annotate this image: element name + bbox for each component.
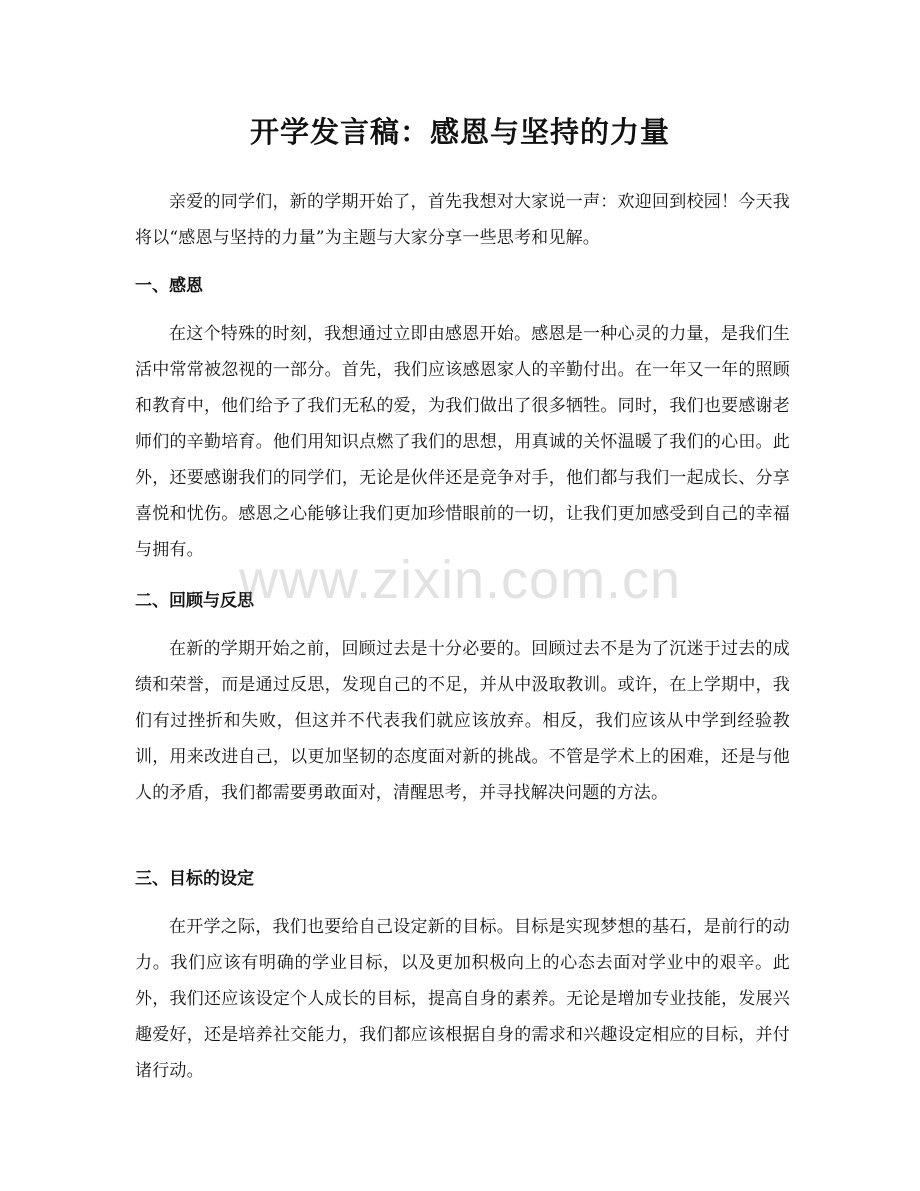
section-heading-gratitude: 一、感恩 bbox=[135, 276, 203, 296]
section-body-goals: 在开学之际，我们也要给自己设定新的目标。目标是实现梦想的基石，是前行的动力。我们应该有明确的学业目标，以及更加积极向上的心态去面对学业中的艰辛。此外，我们还应该设定个人成长的目标，提高自身的素养。无论是增加专业技能，发展兴趣爱好，还是培养社交能力，我们都应该根据自身的需求和兴趣设定相应的目标，并付诸行动。 bbox=[135, 917, 790, 1081]
section-heading-review: 二、回顾与反思 bbox=[135, 591, 254, 611]
page-title: 开学发言稿：感恩与坚持的力量 bbox=[249, 115, 670, 149]
watermark: www.zixin.com.cn bbox=[238, 550, 682, 610]
section-body-review: 在新的学期开始之前，回顾过去是十分必要的。回顾过去不是为了沉迷于过去的成绩和荣誉，而是通过反思，发现自己的不足，并从中汲取教训。或许，在上学期中，我们有过挫折和失败，但这并不代表我们就应该放弃。相反，我们应该从中学到经验教训，用来改进自己，以更加坚韧的态度面对新的挑战。不管是学术上的困难，还是与他人的矛盾，我们都需要勇敢面对，清醒思考，并寻找解决问题的方法。 bbox=[135, 639, 790, 803]
section-heading-goals: 三、目标的设定 bbox=[135, 869, 254, 889]
section-body-gratitude: 在这个特殊的时刻，我想通过立即由感恩开始。感恩是一种心灵的力量，是我们生活中常常被忽视的一部分。首先，我们应该感恩家人的辛勤付出。在一年又一年的照顾和教育中，他们给予了我们无私的爱，为我们做出了很多牺牲。同时，我们也要感谢老师们的辛勤培育。他们用知识点燃了我们的思想，用真诚的关怀温暖了我们的心田。此外，还要感谢我们的同学们，无论是伙伴还是竞争对手，他们都与我们一起成长、分享喜悦和忧伤。感恩之心能够让我们更加珍惜眼前的一切，让我们更加感受到自己的幸福与拥有。 bbox=[135, 324, 790, 560]
intro-paragraph: 亲爱的同学们，新的学期开始了，首先我想对大家说一声：欢迎回到校园！今天我将以“感恩与坚持的力量”为主题与大家分享一些思考和见解。 bbox=[135, 192, 790, 248]
